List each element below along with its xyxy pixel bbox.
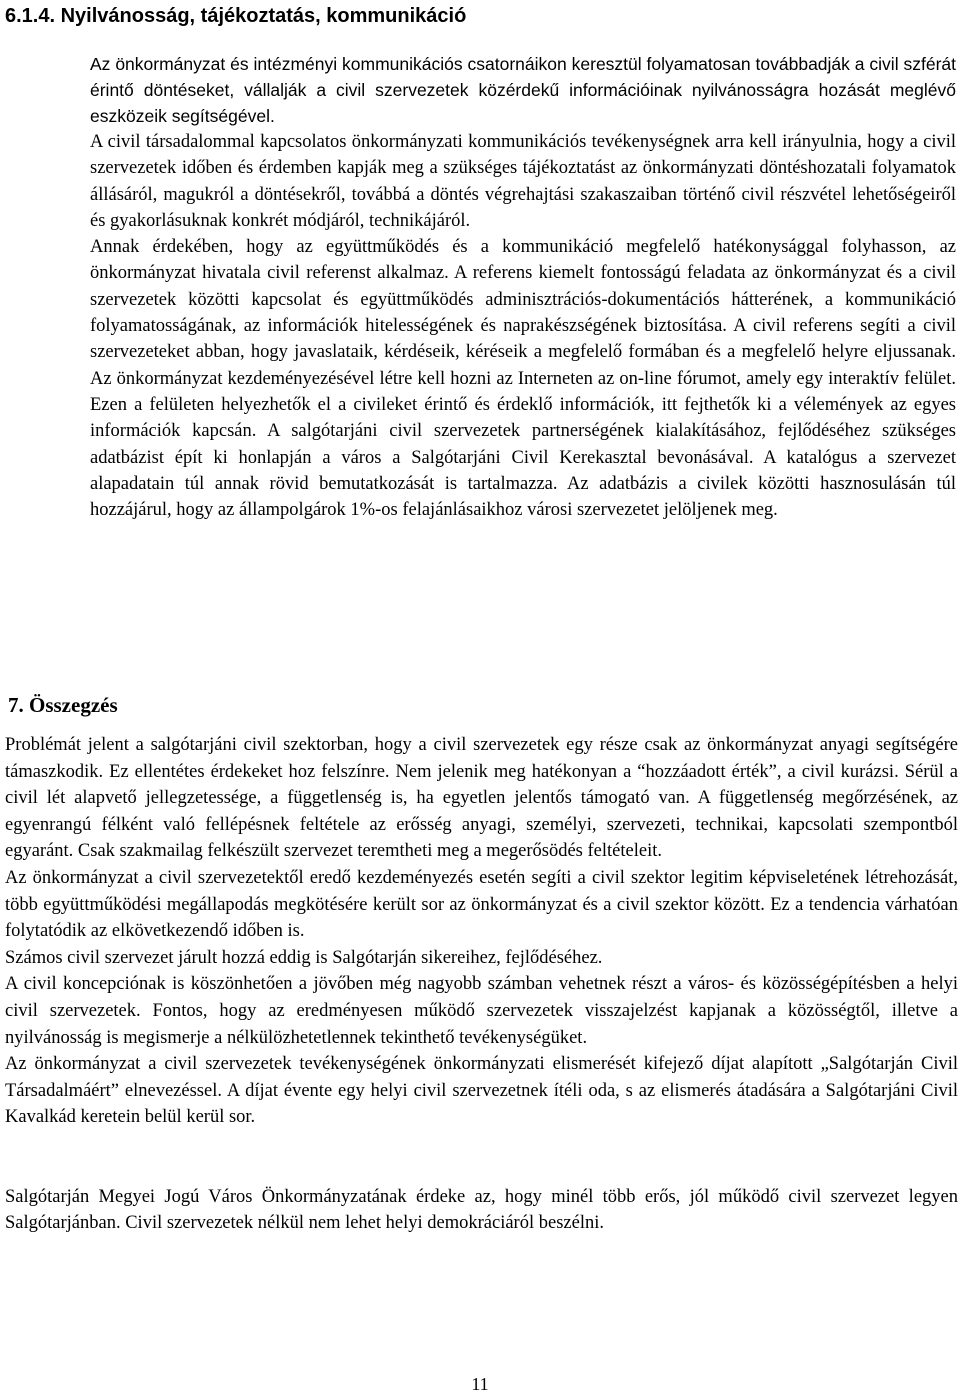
paragraph-civil-referent: Annak érdekében, hogy az együttműködés és a kommunikáció megfelelő hatékonysággal folyhasson, az önkormányzat hivatala civil referenst alkalmaz. A referens kiemelt fontosságú feladata az önkormányzat és a civil szervezetek közötti kapcsolat és együttműködés adminisztrációs-dokumentációs hátterének, a kommunikáció folyamatosságának, az információk hitelességének és naprakészségének biztosítása. A civil referens segíti a civil szervezeteket abban, hogy javaslataik, kérdéseik, kéréseik a megfelelő formában és a megfelelő helyre eljussanak. Az önkormányzat kezdeményezésével létre kell hozni az Interneten az on-line fórumot, amely egy interaktív felület. Ezen a felületen helyezhetők el a civileket érintő és érdeklő információk, itt fejthetők ki a vélemények az egyes információk kapcsán. A salgótarjáni civil szervezetek partnerségének kialakításához, fejlődéséhez szükséges adatbázist épít ki honlapján a város a Salgótarjáni Civil Kerekasztal bevonásával. A katalógus a szervezet alapadatain túl annak rövid bemutatkozását is tartalmazza. Az adatbázis a civilek közötti hasznosulásán túl hozzájárul, hogy az állampolgárok 1%-os felajánlásaikhoz városi szervezetet jelöljenek meg. [90,237,956,521]
paragraph-community-building: A civil koncepciónak is köszönhetően a jövőben még nagyobb számban vehetnek részt a város- és közösségépítésben a helyi civil szervezetek. Fontos, hogy az eredményesen működő szervezetek visszajelzést kapjanak a közösségtől, illetve a nyilvánosság is megismerje a nélkülözhetetlennek tekinthető tevékenységüket. [5,974,958,1048]
paragraph-communication-activity: A civil társadalommal kapcsolatos önkormányzati kommunikációs tevékenységnek arra kell irányulnia, hogy a civil szervezetek időben és érdemben kapják meg a szükséges tájékoztatást az önkormányzati döntéshozatali folyamatok állásáról, magukról a döntésekről, továbbá a döntés végrehajtási szakaszaiban történő civil részvétel lehetőségeiről és gyakorlásuknak konkrét módjáról, technikájáról. [90,132,956,231]
page-number: 11 [471,1374,489,1394]
paragraph-award: Az önkormányzat a civil szervezetek tevékenységének önkormányzati elismerését kifejező díjat alapított „Salgótarján Civil Társadalmáért” elnevezéssel. A díjat évente egy helyi civil szervezetnek ítéli oda, s az elismerés átadására a Salgótarjáni Civil Kavalkád keretein belül kerül sor. [5,1054,958,1128]
paragraph-legitimate-representation: Az önkormányzat a civil szervezetektől eredő kezdeményezés esetén segíti a civil szektor legitim képviseletének létrehozását, több együttműködési megállapodás megkötésére került sor az önkormányzat és a civil szektor között. Ez a tendencia várhatóan folytatódik az elkövetkezendő időben is. [5,867,958,942]
paragraph-contributions: Számos civil szervezet járult hozzá eddig is Salgótarján sikereihez, fejlődéséhez. [5,947,603,968]
paragraph-problem: Problémát jelent a salgótarjáni civil szektorban, hogy a civil szervezetek egy része csak az önkormányzat anyagi segítségére támaszkodik. Ez ellentétes érdekeket hoz felszínre. Nem jelenik meg hatékonyan a “hozzáadott érték”, a civil kurázsi. Sérül a civil lét alapvető jellegzetessége, a függetlenség is, ha egyetlen jelentős támogató van. A függetlenség megőrzésének, az egyenrangú félként való fellépésnek feltétele az erősség anyagi, személyi, szervezeti, technikai, kapcsolati szempontból egyaránt. Csak szakmailag felkészült szervezet teremtheti meg a megerősödés feltételeit. [5,735,958,862]
section-6-1-4-body [90,51,956,523]
closing-paragraph-container [5,1184,958,1237]
paragraph-closing: Salgótarján Megyei Jogú Város Önkormányzatának érdeke az, hogy minél több erős, jól működő civil szervezet legyen Salgótarjánban. Civil szervezetek nélkül nem lehet helyi demokráciáról beszélni. [5,1187,958,1234]
section-heading-7: 7. Összegzés [8,693,118,717]
section-7-body [5,732,958,1131]
paragraph-communication-channels: Az önkormányzat és intézményi kommunikációs csatornáikon keresztül folyamatosan továbbadják a civil szférát érintő döntéseket, vállalják a civil szervezetek közérdekű információinak nyilvánosságra hozását meglévő eszközeik segítségével. [90,54,956,126]
section-heading-6-1-4: 6.1.4. Nyilvánosság, tájékoztatás, kommunikáció [5,5,467,27]
